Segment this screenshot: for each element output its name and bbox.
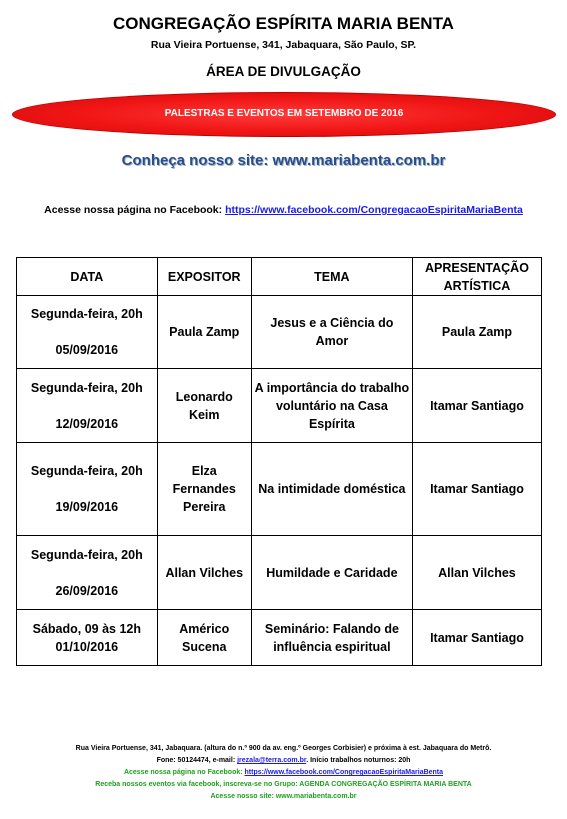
facebook-link[interactable]: https://www.facebook.com/CongregacaoEspiritaMariaBenta [225, 204, 523, 216]
date-cell [17, 443, 158, 536]
header-theme: TEMA [251, 258, 412, 296]
footer-group: Receba nossos eventos via facebook, inscreva-se no Grupo: AGENDA CONGREGAÇÃO ESPÍRITA MARIA BENTA [95, 781, 472, 788]
theme-cell: Na intimidade doméstica [251, 443, 412, 536]
banner-text: PALESTRAS E EVENTOS EM SETEMBRO DE 2016 [164, 108, 404, 119]
event-date: 05/09/2016 [55, 343, 119, 357]
header-date: DATA [17, 258, 158, 296]
speaker-cell: Leonardo Keim [157, 369, 251, 443]
header-artist: APRESENTAÇÃO ARTÍSTICA [412, 258, 541, 296]
theme-cell: Humildade e Caridade [251, 536, 412, 610]
speaker-cell: Américo Sucena [157, 610, 251, 666]
footer-facebook-label: Acesse nossa página no Facebook: [123, 769, 245, 776]
artist-cell: Itamar Santiago [412, 369, 541, 443]
footer-facebook [0, 767, 567, 778]
theme-cell: Seminário: Falando de influência espiritual [251, 610, 412, 666]
address-line: Rua Vieira Portuense, 341, Jabaquara, São Paulo, SP. [150, 39, 417, 51]
event-date: 19/09/2016 [55, 500, 119, 514]
date-cell [17, 536, 158, 610]
weekday-time: Segunda-feira, 20h [30, 307, 143, 321]
speaker-cell: Paula Zamp [157, 296, 251, 369]
event-date: 26/09/2016 [55, 583, 119, 598]
table-header-row [17, 258, 542, 296]
artist-cell: Paula Zamp [412, 296, 541, 369]
schedule-table [16, 257, 542, 666]
site-banner[interactable]: Conheça nosso site: www.mariabenta.com.br [121, 152, 446, 169]
footer-email-link[interactable]: jrezala@terra.com.br [237, 757, 307, 764]
artist-cell: Itamar Santiago [412, 610, 541, 666]
artist-cell: Allan Vilches [412, 536, 541, 610]
footer-facebook-link[interactable]: https://www.facebook.com/CongregacaoEspiritaMariaBenta [244, 769, 444, 776]
weekday-time: Segunda-feira, 20h [30, 380, 143, 395]
weekday-time: Sábado, 09 às 12h [32, 621, 141, 636]
theme-cell: A importância do trabalho voluntário na Casa Espírita [251, 369, 412, 443]
footer-hours: . Início trabalhos noturnos: 20h [306, 757, 411, 764]
footer-contact [0, 755, 567, 766]
facebook-line [0, 204, 567, 216]
document-title: CONGREGAÇÃO ESPÍRITA MARIA BENTA [113, 14, 454, 33]
table-row [17, 296, 542, 369]
speaker-cell: Elza Fernandes Pereira [157, 443, 251, 536]
footer-address: Rua Vieira Portuense, 341, Jabaquara. (altura do n.º 900 da av. eng.º Georges Corbisier) e próxima à est. Jabaquara do Metrô. [75, 745, 492, 752]
header-speaker: EXPOSITOR [157, 258, 251, 296]
date-cell [17, 369, 158, 443]
event-date: 01/10/2016 [55, 639, 119, 654]
footer-phone: Fone: 50124474, e-mail: [156, 757, 238, 764]
footer-site: Acesse nosso site: www.mariabenta.com.br [210, 793, 357, 800]
table-row [17, 536, 542, 610]
facebook-label: Acesse nossa página no Facebook: [44, 204, 226, 216]
table-row [17, 369, 542, 443]
section-heading: ÁREA DE DIVULGAÇÃO [206, 64, 361, 79]
artist-cell: Itamar Santiago [412, 443, 541, 536]
weekday-time: Segunda-feira, 20h [30, 547, 143, 562]
date-cell [17, 296, 158, 369]
speaker-cell: Allan Vilches [157, 536, 251, 610]
event-date: 12/09/2016 [55, 416, 119, 431]
date-cell [17, 610, 158, 666]
weekday-time: Segunda-feira, 20h [30, 464, 143, 478]
theme-cell: Jesus e a Ciência do Amor [251, 296, 412, 369]
table-row [17, 610, 542, 666]
table-row [17, 443, 542, 536]
